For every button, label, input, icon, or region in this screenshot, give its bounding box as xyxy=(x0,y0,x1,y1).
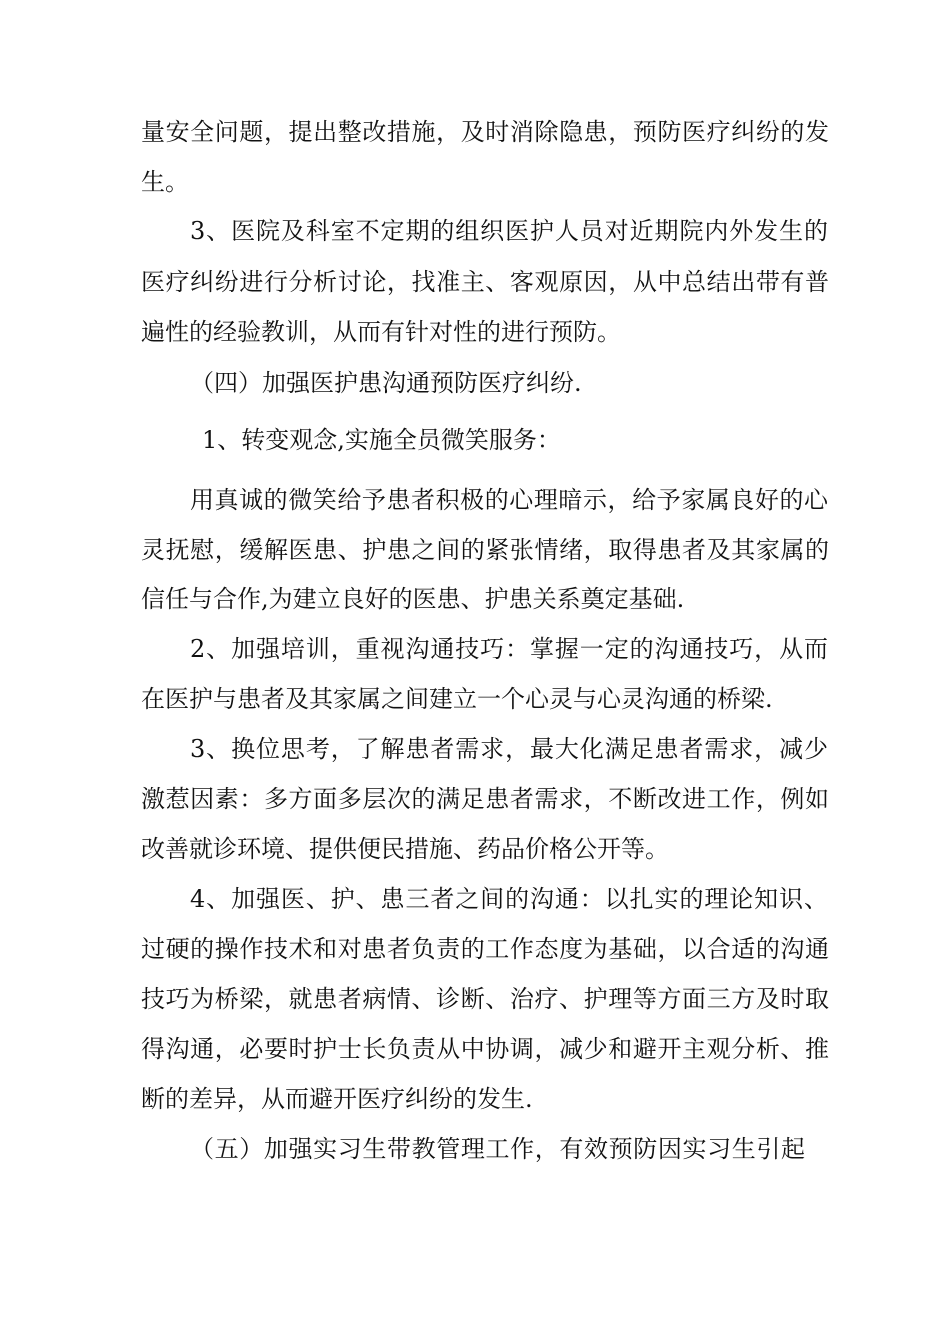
subheading: 1、转变观念,实施全员微笑服务： xyxy=(202,426,561,454)
text-line: 量安全问题，提出整改措施，及时消除隐患，预防医疗纠纷的发 xyxy=(141,118,829,146)
text-line: 断的差异，从而避开医疗纠纷的发生. xyxy=(141,1085,533,1113)
text-line: 生。 xyxy=(141,168,189,196)
text-line: 3、换位思考，了解患者需求，最大化满足患者需求，减少 xyxy=(190,735,828,763)
text-line: 用真诚的微笑给予患者积极的心理暗示，给予家属良好的心 xyxy=(190,486,828,514)
text-line: 在医护与患者及其家属之间建立一个心灵与心灵沟通的桥梁. xyxy=(141,685,773,713)
text-line: 得沟通，必要时护士长负责从中协调，减少和避开主观分析、推 xyxy=(141,1035,829,1063)
text-line: 技巧为桥梁，就患者病情、诊断、治疗、护理等方面三方及时取 xyxy=(141,985,829,1013)
section-heading: （五）加强实习生带教管理工作，有效预防因实习生引起 xyxy=(190,1135,805,1163)
text-line: 改善就诊环境、提供便民措施、药品价格公开等。 xyxy=(141,835,669,863)
text-line: 2、加强培训，重视沟通技巧：掌握一定的沟通技巧，从而 xyxy=(190,635,828,663)
text-line: 遍性的经验教训，从而有针对性的进行预防。 xyxy=(141,318,621,346)
text-line: 激惹因素：多方面多层次的满足患者需求，不断改进工作，例如 xyxy=(141,785,829,813)
text-line: 灵抚慰，缓解医患、护患之间的紧张情绪，取得患者及其家属的 xyxy=(141,536,829,564)
text-line: 信任与合作,为建立良好的医患、护患关系奠定基础. xyxy=(141,585,685,613)
text-line: 过硬的操作技术和对患者负责的工作态度为基础，以合适的沟通 xyxy=(141,935,829,963)
text-line: 医疗纠纷进行分析讨论，找准主、客观原因，从中总结出带有普 xyxy=(141,268,829,296)
text-line: 3、医院及科室不定期的组织医护人员对近期院内外发生的 xyxy=(190,217,828,245)
text-line: 4、加强医、护、患三者之间的沟通：以扎实的理论知识、 xyxy=(190,885,828,913)
section-heading: （四）加强医护患沟通预防医疗纠纷. xyxy=(190,369,582,397)
